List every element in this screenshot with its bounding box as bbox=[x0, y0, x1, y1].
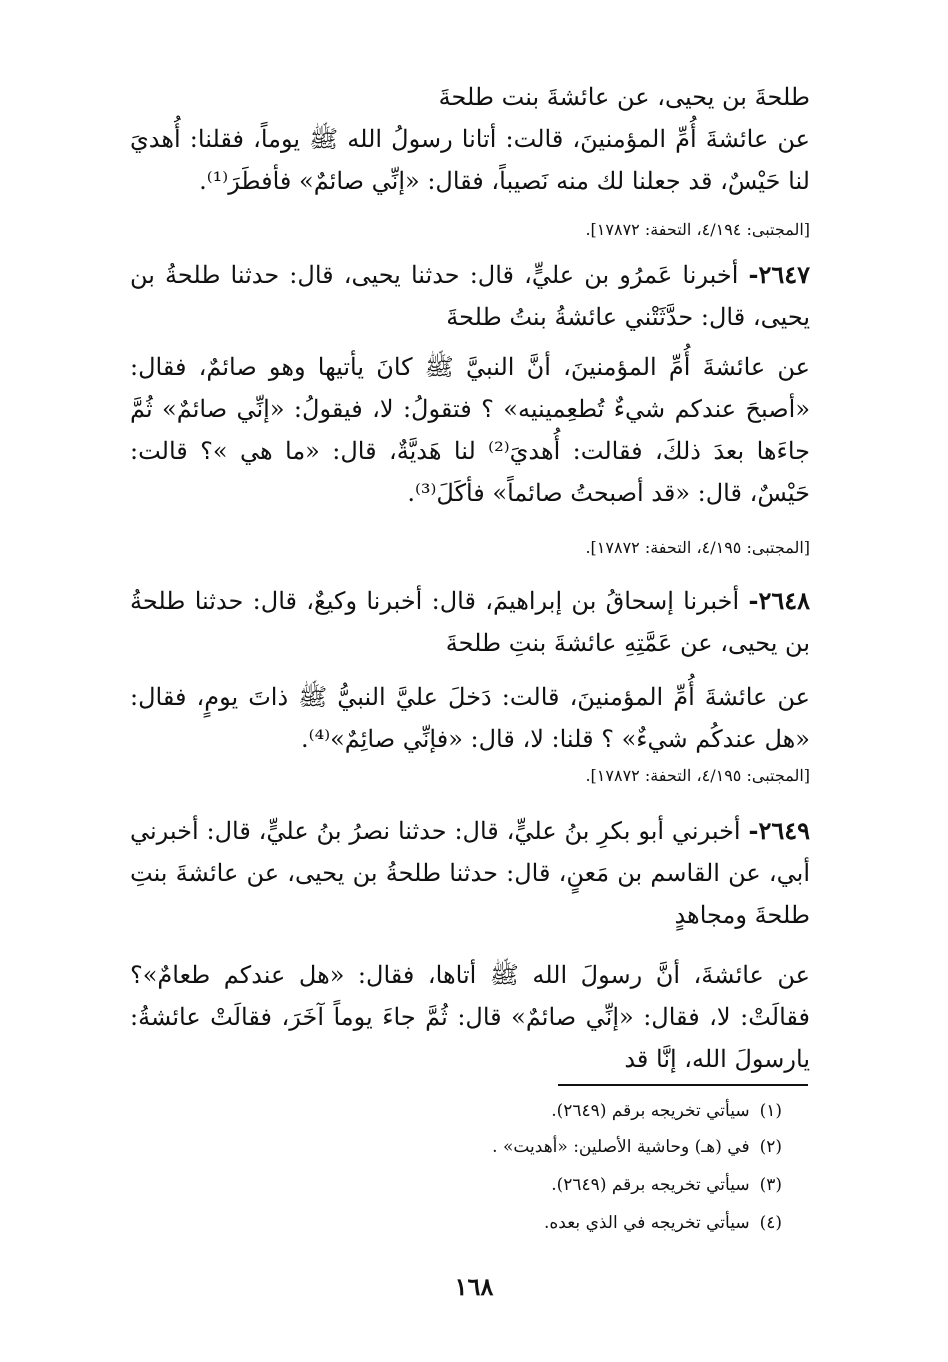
footnote-4 bbox=[544, 1212, 782, 1234]
hadith-2646-text: عن عائشةَ أُمِّ المؤمنينَ، قالت: أتانا رسولُ الله ﷺ يوماً، فقلنا: أُهديَ لنا حَيْسٌ، قد جعلنا لك منه نَصيباً، فقال: «إنِّي صائمٌ» فأفطَرَ⁽¹⁾. bbox=[130, 125, 810, 195]
text-line: طلحةَ بن يحيى، عن عائشةَ بنت طلحةَ bbox=[438, 83, 810, 111]
footnote-1 bbox=[551, 1100, 782, 1122]
hadith-2647-reference: [المجتبى: ٤/١٩٥، التحفة: ١٧٨٧٢]. bbox=[585, 538, 810, 557]
footnote-3 bbox=[551, 1174, 782, 1196]
footnote-text: في (هـ) وحاشية الأصلين: «أهديت» . bbox=[492, 1137, 750, 1157]
footnote-number: (١) bbox=[759, 1101, 782, 1121]
continuation-line bbox=[130, 76, 810, 118]
isnad-text: أخبرني أبو بكرِ بنُ عليٍّ، قال: حدثنا نصرُ بنُ عليٍّ، قال: أخبرني أبي، عن القاسم بن مَعنٍ، قال: حدثنا طلحةُ بن يحيى، عن عائشةَ بنتِ طلحةَ ومجاهدٍ bbox=[130, 817, 810, 929]
hadith-2649-text: عن عائشةَ، أنَّ رسولَ الله ﷺ أتاها، فقال: «هل عندكم طعامٌ»؟ فقالَتْ: لا، فقال: «إنِّي صائمٌ» قال: ثُمَّ جاءَ يوماً آخَرَ، فقالَتْ عائشةُ: يارسولَ الله، إنَّا قد bbox=[130, 961, 810, 1073]
footnote-text: سيأتي تخريجه في الذي بعده. bbox=[544, 1213, 750, 1233]
hadith-2647-text: عن عائشةَ أُمِّ المؤمنينَ، أنَّ النبيَّ ﷺ كانَ يأتيها وهو صائمٌ، فقال: «أصبحَ عندكم شيءٌ تُطعِمينيه» ؟ فتقولُ: لا، فيقولُ: «إنِّي صائمٌ» ثُمَّ جاءَها بعدَ ذلكَ، فقالت: أُهديَ⁽²⁾ لنا هَديَّةٌ، قال: «ما هي »؟ قالت: حَيْسٌ، قال: «قد أصبحتُ صائماً» فأكَلَ⁽³⁾. bbox=[130, 353, 810, 507]
footnote-number: (٢) bbox=[759, 1137, 782, 1157]
hadith-number: ٢٦٤٩- bbox=[748, 816, 810, 845]
footnote-text: سيأتي تخريجه برقم (٢٦٤٩). bbox=[551, 1175, 750, 1195]
hadith-2648-text: عن عائشةَ أُمِّ المؤمنينَ، قالت: دَخلَ عليَّ النبيُّ ﷺ ذاتَ يومٍ، فقال: «هل عندكُم شيءٌ» ؟ قلنا: لا، قال: «فإنِّي صائِمٌ»⁽⁴⁾. bbox=[130, 683, 810, 753]
page-number: ١٦٨ bbox=[454, 1272, 494, 1301]
footnote-text: سيأتي تخريجه برقم (٢٦٤٩). bbox=[551, 1101, 750, 1121]
hadith-2648-reference: [المجتبى: ٤/١٩٥، التحفة: ١٧٨٧٢]. bbox=[585, 766, 810, 785]
hadith-number: ٢٦٤٧- bbox=[748, 260, 810, 289]
hadith-2647-isnad bbox=[130, 254, 810, 338]
hadith-number: ٢٦٤٨- bbox=[748, 586, 810, 615]
hadith-2646-reference: [المجتبى: ٤/١٩٤، التحفة: ١٧٨٧٢]. bbox=[585, 220, 810, 239]
isnad-text: أخبرنا إسحاقُ بن إبراهيمَ، قال: أخبرنا وكيعٌ، قال: حدثنا طلحةُ بن يحيى، عن عَمَّتِهِ عائشةَ بنتِ طلحةَ bbox=[130, 587, 810, 657]
isnad-text: أخبرنا عَمرُو بن عليٍّ، قال: حدثنا يحيى، قال: حدثنا طلحةُ بن يحيى، قال: حدَّثَتْني عائشةُ بنتُ طلحةَ bbox=[130, 261, 810, 331]
hadith-2649-isnad bbox=[130, 810, 810, 936]
footnote-2 bbox=[492, 1136, 782, 1158]
footnote-number: (٤) bbox=[759, 1213, 782, 1233]
footnote-number: (٣) bbox=[759, 1175, 782, 1195]
footnote-separator bbox=[558, 1084, 808, 1086]
hadith-2648-isnad bbox=[130, 580, 810, 664]
